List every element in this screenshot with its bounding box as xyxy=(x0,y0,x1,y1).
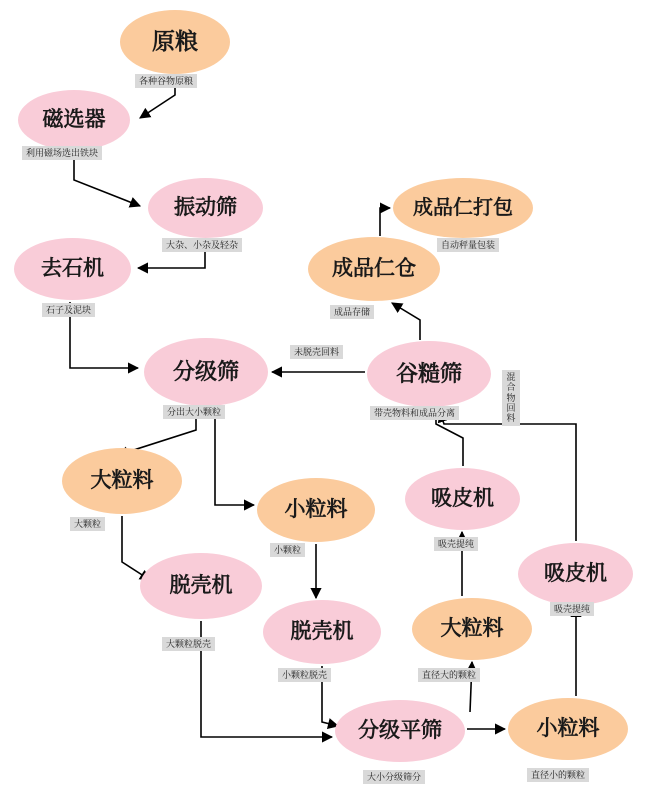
edge-label-size-separation: 分出大小颗粒 xyxy=(163,405,225,419)
node-label: 振动筛 xyxy=(174,196,237,220)
edge-label-small-particles: 小颗粒 xyxy=(270,543,305,557)
node-magnetic-separator[interactable] xyxy=(18,90,130,150)
node-husk-aspirator-1[interactable] xyxy=(405,468,520,530)
node-husk-aspirator-2[interactable] xyxy=(518,543,633,605)
edge-label-magnetic-removal: 利用磁场选出铁块 xyxy=(22,146,102,160)
node-label: 脱壳机 xyxy=(290,620,354,644)
node-vibrating-sieve[interactable] xyxy=(148,178,263,238)
edge-n5-n10 xyxy=(215,408,254,505)
node-small-grain-1[interactable] xyxy=(257,478,375,542)
edge-label-husked-separation: 带壳物料和成品分离 xyxy=(370,406,459,420)
node-label: 小粒料 xyxy=(284,498,348,522)
node-label: 磁选器 xyxy=(42,108,106,132)
node-label: 大粒料 xyxy=(90,469,154,493)
node-husker-2[interactable] xyxy=(263,600,381,664)
node-label: 脱壳机 xyxy=(169,574,233,598)
edge-n7-n8 xyxy=(380,208,390,236)
edge-label-small-diameter: 直径小的颗粒 xyxy=(527,768,589,782)
node-label: 成品仁仓 xyxy=(332,257,416,281)
edge-label-unhusked-return: 未脱壳回料 xyxy=(290,345,343,359)
node-raw-grain[interactable] xyxy=(120,10,230,74)
edge-label-husk-purify-1: 吸壳提纯 xyxy=(434,537,478,551)
node-grading-sieve[interactable] xyxy=(144,338,268,406)
edge-label-mixed-return: 混合 物 回料 xyxy=(502,370,520,426)
node-paddy-husk-sieve[interactable] xyxy=(367,341,491,407)
node-label: 成品仁打包 xyxy=(413,197,513,219)
edge-label-size-grading: 大小分级筛分 xyxy=(363,770,425,784)
node-label: 分级平筛 xyxy=(358,719,442,743)
node-label: 谷糙筛 xyxy=(395,360,462,386)
node-label: 原粮 xyxy=(152,28,198,55)
edge-label-large-diameter: 直径大的颗粒 xyxy=(418,668,480,682)
node-finished-kernel-packing[interactable] xyxy=(393,178,533,238)
edge-label-finished-storage: 成品存储 xyxy=(330,305,374,319)
node-grading-flat-sieve[interactable] xyxy=(335,700,465,762)
edge-n6-n7 xyxy=(392,303,420,340)
node-small-grain-2[interactable] xyxy=(508,698,628,760)
node-husker-1[interactable] xyxy=(140,553,262,619)
edge-label-auto-weigh-pack: 自动秤量包装 xyxy=(437,238,499,252)
edge-label-small-husking: 小颗粒脱壳 xyxy=(278,668,331,682)
edge-label-large-husking: 大颗粒脱壳 xyxy=(162,637,215,651)
edge-label-large-particles: 大颗粒 xyxy=(70,517,105,531)
node-destoner[interactable] xyxy=(14,238,131,300)
edge-label-husk-purify-2: 吸壳提纯 xyxy=(550,602,594,616)
node-label: 小粒料 xyxy=(536,717,600,741)
edge-label-stones-mud: 石子及泥块 xyxy=(42,303,95,317)
node-large-grain-2[interactable] xyxy=(412,598,532,660)
node-label: 大粒料 xyxy=(440,617,504,641)
node-large-grain-1[interactable] xyxy=(62,448,182,514)
node-label: 去石机 xyxy=(41,257,104,281)
edge-label-impurities: 大杂、小杂及轻杂 xyxy=(162,238,242,252)
node-label: 吸皮机 xyxy=(431,487,494,511)
node-finished-kernel-silo[interactable] xyxy=(308,237,440,301)
edge-label-raw-grain-types: 各种谷物原粮 xyxy=(135,74,197,88)
node-label: 吸皮机 xyxy=(544,562,607,586)
node-label: 分级筛 xyxy=(172,358,239,384)
